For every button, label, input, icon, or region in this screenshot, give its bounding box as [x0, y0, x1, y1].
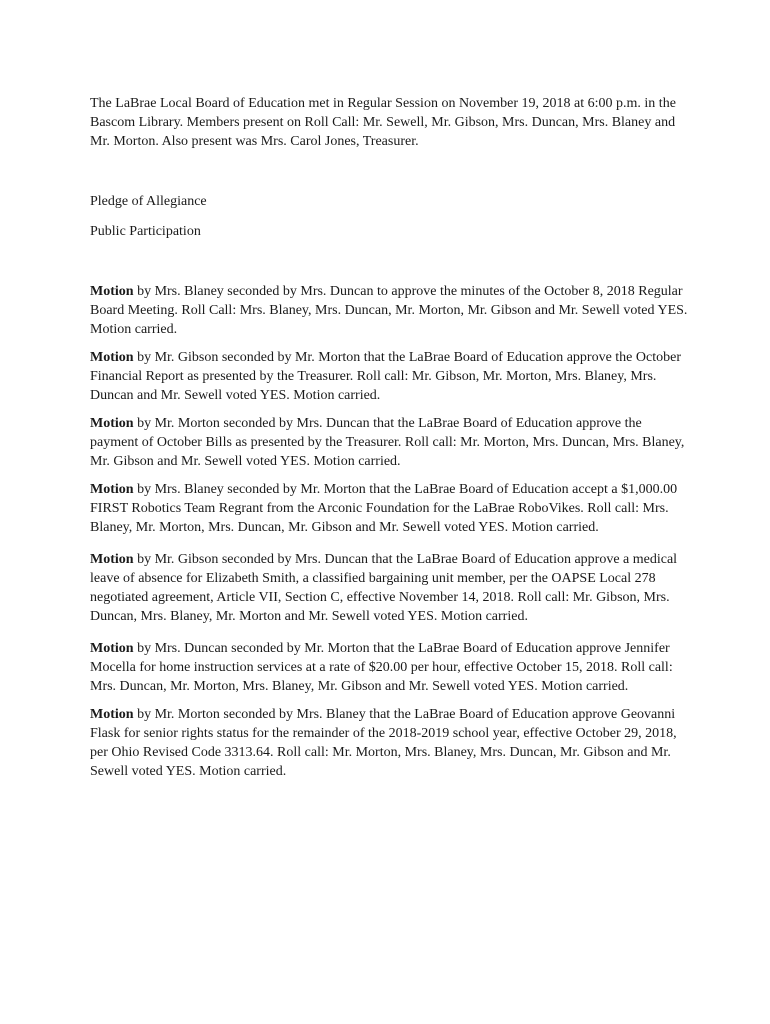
motion-5 [90, 550, 690, 626]
motion-label: Motion [90, 284, 134, 299]
motion-label: Motion [90, 707, 134, 722]
motion-label: Motion [90, 552, 134, 567]
motion-text: by Mr. Morton seconded by Mrs. Blaney that the LaBrae Board of Education approve Geovanni Flask for senior rights status for the remainder of the 2018-2019 school year, effective October 29, 2018, per Ohio Revised Code 3313.64. Roll call: Mr. Morton, Mrs. Blaney, Mrs. Duncan, Mr. Gibson and Mr. Sewell voted YES. Motion carried. [90, 707, 677, 779]
motion-label: Motion [90, 350, 134, 365]
heading-pledge: Pledge of Allegiance [90, 194, 207, 209]
motion-1 [90, 282, 690, 339]
document-page [90, 94, 690, 790]
motion-label: Motion [90, 641, 134, 656]
motion-text: by Mr. Gibson seconded by Mrs. Duncan that the LaBrae Board of Education approve a medical leave of absence for Elizabeth Smith, a classified bargaining unit member, per the OAPSE Local 278 negotiated agreement, Article VII, Section C, effective November 14, 2018. Roll call: Mr. Gibson, Mrs. Duncan, Mrs. Blaney, Mr. Morton and Mr. Sewell voted YES. Motion carried. [90, 552, 678, 624]
motion-3 [90, 414, 690, 471]
motion-6 [90, 639, 690, 696]
heading-public-participation: Public Participation [90, 224, 201, 239]
motion-text: by Mrs. Duncan seconded by Mr. Morton that the LaBrae Board of Education approve Jennifer Mocella for home instruction services at a rate of $20.00 per hour, effective October 15, 2018. Roll call: Mrs. Duncan, Mr. Morton, Mrs. Blaney, Mr. Gibson and Mr. Sewell voted YES. Motion carried. [90, 641, 673, 694]
motion-2 [90, 348, 690, 405]
motion-label: Motion [90, 416, 134, 431]
meeting-intro: The LaBrae Local Board of Education met in Regular Session on November 19, 2018 at 6:00 p.m. in the Bascom Library. Members present on Roll Call: Mr. Sewell, Mr. Gibson, Mrs. Duncan, Mrs. Blaney and Mr. Morton. Also present was Mrs. Carol Jones, Treasurer. [90, 96, 676, 149]
motion-7 [90, 705, 690, 781]
motion-text: by Mrs. Blaney seconded by Mrs. Duncan to approve the minutes of the October 8, 2018 Regular Board Meeting. Roll Call: Mrs. Blaney, Mrs. Duncan, Mr. Morton, Mr. Gibson and Mr. Sewell voted YES. Motion carried. [90, 284, 688, 337]
motion-4 [90, 480, 690, 537]
motion-text: by Mr. Gibson seconded by Mr. Morton that the LaBrae Board of Education approve the October Financial Report as presented by the Treasurer. Roll call: Mr. Gibson, Mr. Morton, Mrs. Blaney, Mrs. Duncan and Mr. Sewell voted YES. Motion carried. [90, 350, 681, 403]
motion-label: Motion [90, 482, 134, 497]
motion-text: by Mrs. Blaney seconded by Mr. Morton that the LaBrae Board of Education accept a $1,000.00 FIRST Robotics Team Regrant from the Arconic Foundation for the LaBrae RoboVikes. Roll call: Mrs. Blaney, Mr. Morton, Mrs. Duncan, Mr. Gibson and Mr. Sewell voted YES. Motion carried. [90, 482, 678, 535]
motion-text: by Mr. Morton seconded by Mrs. Duncan that the LaBrae Board of Education approve the payment of October Bills as presented by the Treasurer. Roll call: Mr. Morton, Mrs. Duncan, Mrs. Blaney, Mr. Gibson and Mr. Sewell voted YES. Motion carried. [90, 416, 685, 469]
